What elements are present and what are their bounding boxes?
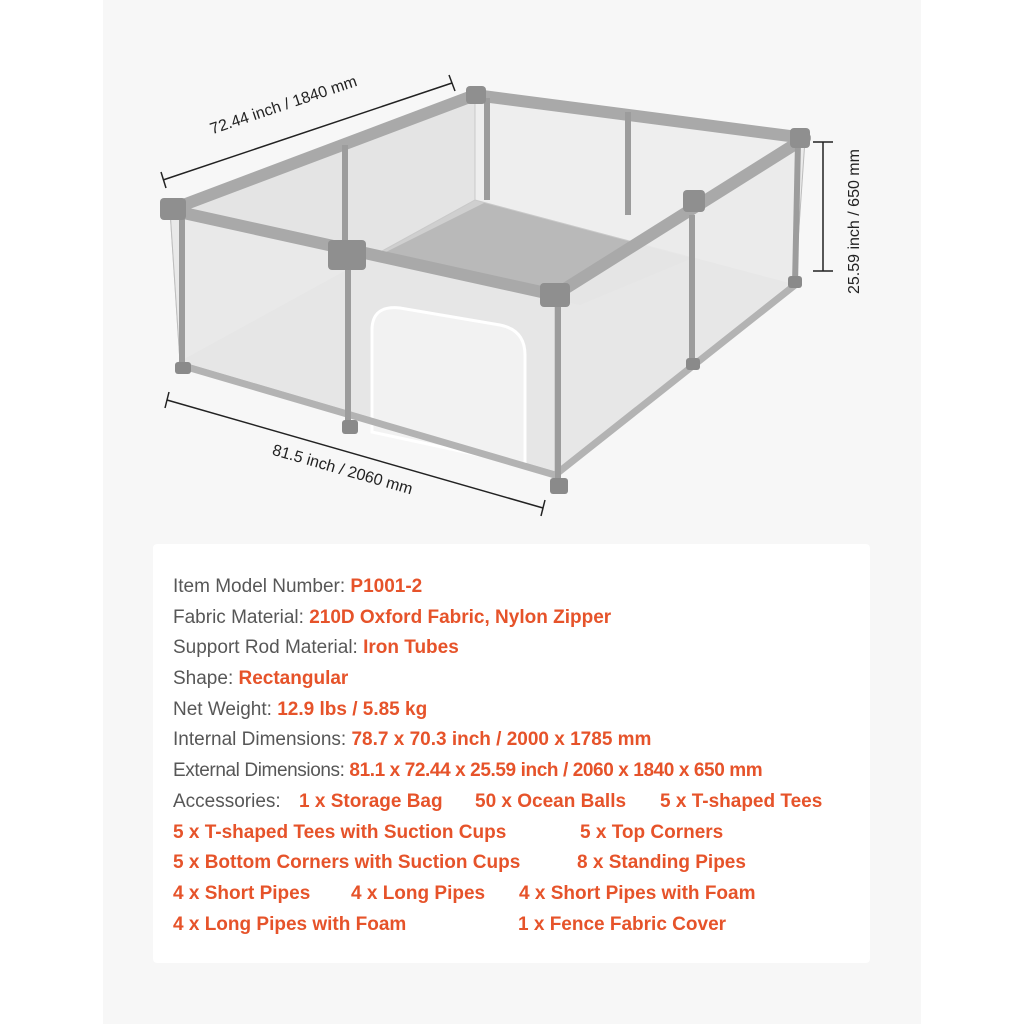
spec-value: P1001-2 xyxy=(350,576,423,597)
spec-value: 78.7 x 70.3 inch / 2000 x 1785 mm xyxy=(351,729,652,751)
accessory-item: 1 x Fence Fabric Cover xyxy=(518,913,727,935)
spec-support-rod-material xyxy=(173,633,863,664)
accessory-item: 5 x Bottom Corners with Suction Cups xyxy=(173,852,521,874)
product-image-area xyxy=(103,40,921,540)
spec-label: Item Model Number: xyxy=(173,576,351,597)
spec-net-weight xyxy=(173,695,863,726)
accessory-item: 1 x Storage Bag xyxy=(299,790,443,812)
accessory-item: 50 x Ocean Balls xyxy=(475,790,627,812)
height-dimension-label: 25.59 inch / 650 mm xyxy=(846,149,863,294)
spec-value: 210D Oxford Fabric, Nylon Zipper xyxy=(309,606,612,628)
spec-label: Shape: xyxy=(173,668,239,690)
spec-card xyxy=(153,544,870,963)
accessory-item: 5 x T-shaped Tees with Suction Cups xyxy=(173,821,507,843)
spec-external-dimensions xyxy=(173,756,863,787)
spec-label: Net Weight: xyxy=(173,698,278,720)
spec-fabric-material xyxy=(173,603,863,634)
accessories-row-3 xyxy=(173,848,863,879)
spec-label: Support Rod Material: xyxy=(173,637,364,659)
accessories-row-4 xyxy=(173,879,863,910)
accessories-row-1 xyxy=(173,787,863,818)
spec-label: External Dimensions: xyxy=(173,760,350,782)
width-dimension-label: 81.5 inch / 2060 mm xyxy=(270,442,415,499)
spec-value: Iron Tubes xyxy=(363,637,459,659)
spec-shape xyxy=(173,664,863,695)
accessory-item: 4 x Long Pipes xyxy=(351,882,486,904)
accessory-item: 5 x T-shaped Tees xyxy=(660,790,823,812)
spec-internal-dimensions xyxy=(173,725,863,756)
accessory-item: 4 x Long Pipes with Foam xyxy=(173,913,407,935)
spec-label: Fabric Material: xyxy=(173,606,310,628)
spec-value: Rectangular xyxy=(238,668,349,690)
accessory-item: 8 x Standing Pipes xyxy=(577,852,746,874)
accessories-row-5 xyxy=(173,910,863,941)
accessory-item: 4 x Short Pipes xyxy=(173,882,311,904)
accessories-row-2 xyxy=(173,818,863,849)
accessories-label: Accessories: xyxy=(173,790,281,812)
length-dimension-label: 72.44 inch / 1840 mm xyxy=(208,73,360,139)
spec-list xyxy=(173,572,863,940)
accessory-item: 4 x Short Pipes with Foam xyxy=(519,882,756,904)
spec-model-number xyxy=(173,572,863,603)
spec-value: 12.9 lbs / 5.85 kg xyxy=(277,698,428,720)
spec-label: Internal Dimensions: xyxy=(173,729,352,751)
spec-value: 81.1 x 72.44 x 25.59 inch / 2060 x 1840 x 650 mm xyxy=(349,760,763,782)
accessory-item: 5 x Top Corners xyxy=(580,821,724,843)
